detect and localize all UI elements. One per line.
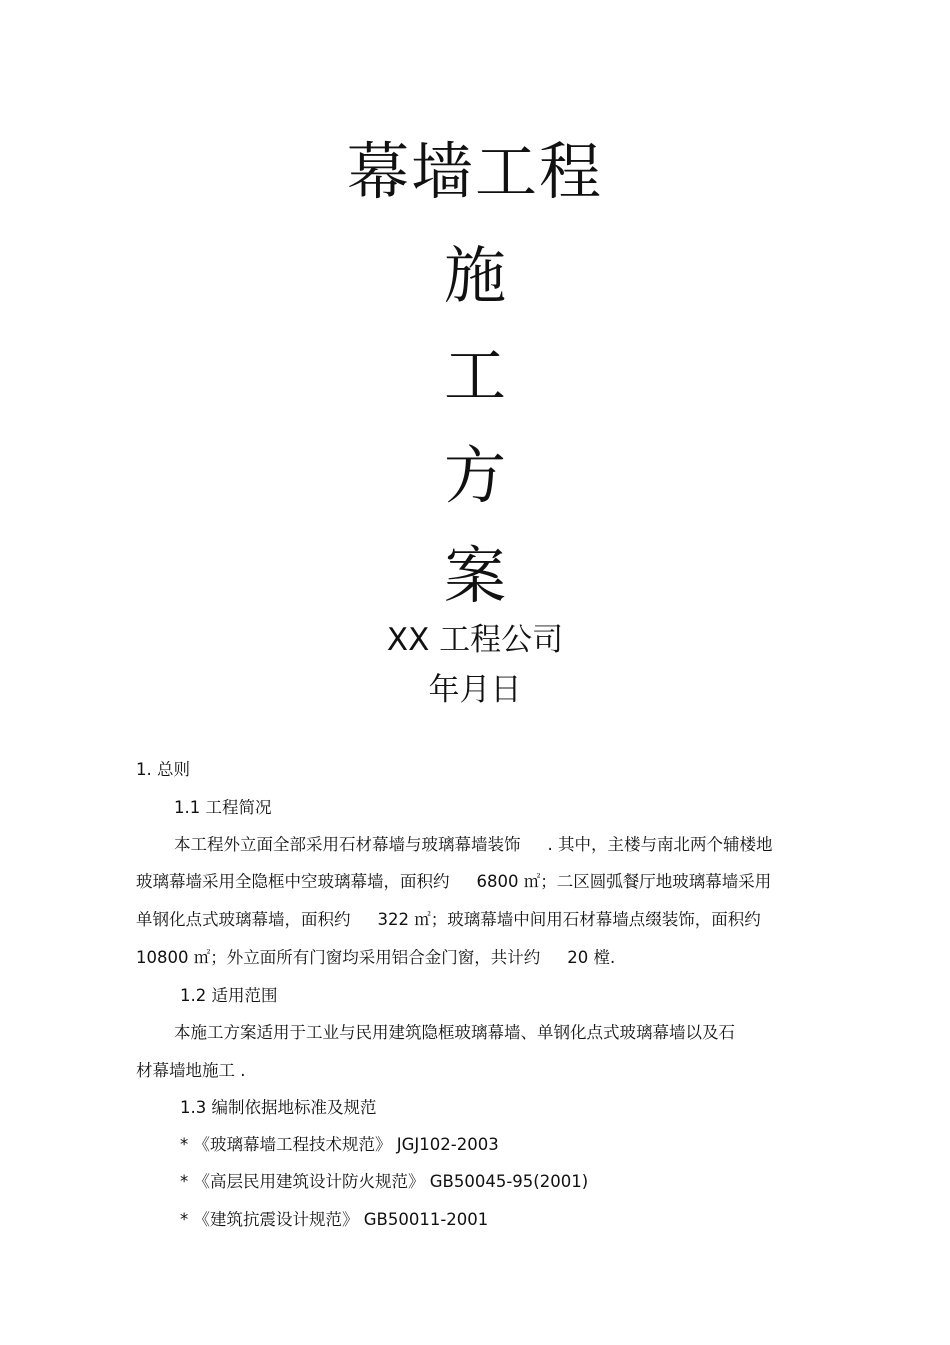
section-heading-general: 1. 总则	[136, 760, 190, 779]
subsection-heading-scope: 1.2 适用范围	[180, 986, 278, 1005]
subsection-heading-project-overview: 1.1 工程简况	[174, 798, 272, 817]
title-char-1: 施	[443, 239, 506, 312]
subsection-heading-standards: 1.3 编制依据地标准及规范	[180, 1098, 377, 1117]
document-date: 年月日	[428, 672, 522, 708]
paragraph-line: 10800 ㎡；外立面所有门窗均采用铝合金门窗，共计约 20 樘.	[136, 948, 616, 967]
document-title: 幕墙工程	[346, 135, 603, 208]
reference-item: * 《建筑抗震设计规范》 GB50011-2001	[180, 1210, 489, 1229]
paragraph-line: 材幕墙地施工 .	[136, 1061, 246, 1080]
paragraph-line: 玻璃幕墙采用全隐框中空玻璃幕墙，面积约 6800 ㎡；二区圆弧餐厅地玻璃幕墙采用	[136, 872, 772, 891]
paragraph-line: 本工程外立面全部采用石材幕墙与玻璃幕墙装饰 . 其中，主楼与南北两个辅楼地	[174, 835, 773, 854]
title-char-4: 案	[443, 539, 506, 612]
paragraph-line: 单钢化点式玻璃幕墙，面积约 322 ㎡；玻璃幕墙中间用石材幕墙点缀装饰，面积约	[136, 910, 761, 929]
reference-item: * 《高层民用建筑设计防火规范》 GB50045-95(2001)	[180, 1172, 589, 1191]
title-char-2: 工	[443, 339, 506, 412]
reference-item: * 《玻璃幕墙工程技术规范》 JGJ102-2003	[180, 1135, 499, 1154]
title-char-3: 方	[443, 439, 506, 512]
paragraph-line: 本施工方案适用于工业与民用建筑隐框玻璃幕墙、单钢化点式玻璃幕墙以及石	[174, 1023, 735, 1042]
company-name: XX 工程公司	[386, 622, 564, 658]
